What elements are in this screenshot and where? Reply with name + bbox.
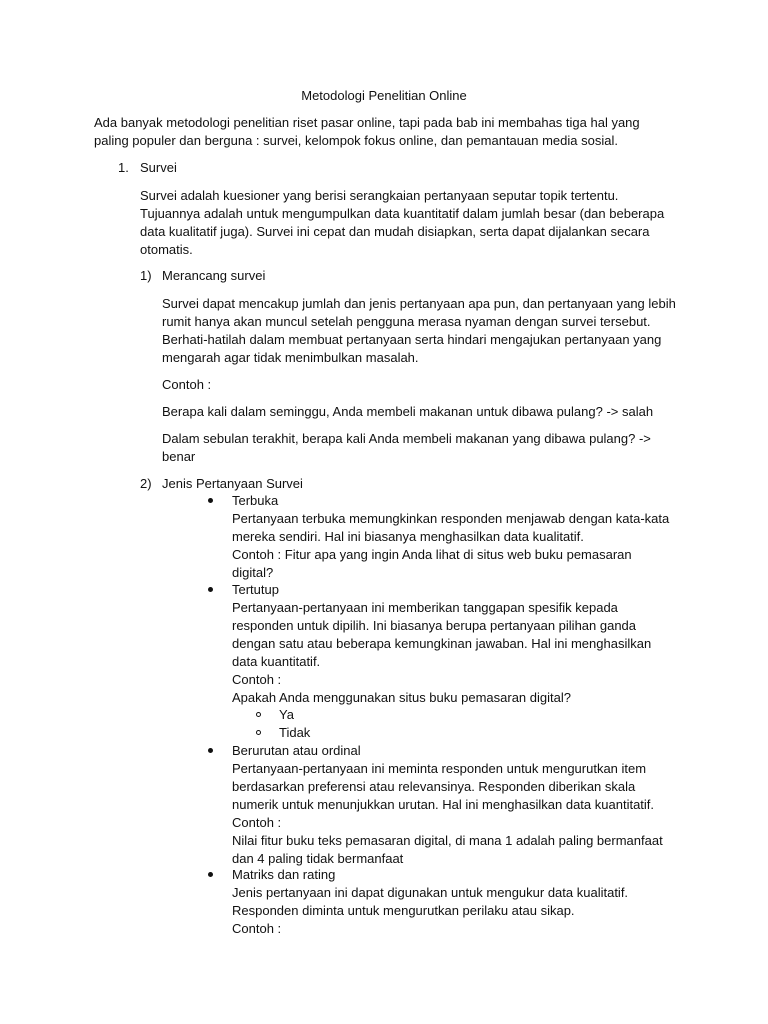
bullet-text-line: data kuantitatif. bbox=[232, 654, 321, 669]
bullet-text-line: Contoh : bbox=[232, 672, 282, 687]
bullet-heading: Tertutup bbox=[232, 582, 279, 597]
page-title: Metodologi Penelitian Online bbox=[301, 88, 467, 103]
bullet-text-line: Jenis pertanyaan ini dapat digunakan untuk mengukur data kualitatif. bbox=[232, 885, 629, 900]
subsection-number: 1) bbox=[140, 268, 152, 283]
bullet-text-line: dengan satu atau beberapa kemungkinan jawaban. Hal ini menghasilkan bbox=[232, 636, 652, 651]
paragraph-line: Survei dapat mencakup jumlah dan jenis pertanyaan apa pun, dan pertanyaan yang lebih bbox=[162, 296, 676, 311]
intro-line: paling populer dan berguna : survei, kelompok fokus online, dan pemantauan media sosial. bbox=[94, 133, 618, 148]
bullet-text-line: digital? bbox=[232, 565, 274, 580]
paragraph-line: Tujuannya adalah untuk mengumpulkan data kuantitatif dalam jumlah besar (dan beberapa bbox=[140, 206, 665, 221]
option-item: Ya bbox=[279, 707, 294, 722]
bullet-text-line: Contoh : Fitur apa yang ingin Anda lihat di situs web buku pemasaran bbox=[232, 547, 632, 562]
section-heading: Survei bbox=[140, 160, 177, 175]
subsection-number: 2) bbox=[140, 476, 152, 491]
bullet-text-line: responden untuk dipilih. Ini biasanya berupa pertanyaan pilihan ganda bbox=[232, 618, 637, 633]
bullet-heading: Matriks dan rating bbox=[232, 867, 336, 882]
example-line: benar bbox=[162, 449, 196, 464]
bullet-icon bbox=[208, 587, 213, 592]
bullet-text-line: Contoh : bbox=[232, 921, 282, 936]
example-line: Dalam sebulan terakhit, berapa kali Anda membeli makanan yang dibawa pulang? -> bbox=[162, 431, 651, 446]
bullet-text-line: Nilai fitur buku teks pemasaran digital, di mana 1 adalah paling bermanfaat bbox=[232, 833, 663, 848]
bullet-text-line: Apakah Anda menggunakan situs buku pemasaran digital? bbox=[232, 690, 571, 705]
bullet-icon bbox=[208, 498, 213, 503]
bullet-text-line: Pertanyaan-pertanyaan ini memberikan tanggapan spesifik kepada bbox=[232, 600, 618, 615]
bullet-heading: Berurutan atau ordinal bbox=[232, 743, 361, 758]
subsection-heading: Merancang survei bbox=[162, 268, 266, 283]
circle-bullet-icon bbox=[256, 712, 261, 717]
paragraph-line: data kualitatif juga). Survei ini cepat dan mudah disiapkan, serta dapat dijalankan secara bbox=[140, 224, 650, 239]
paragraph-line: mengarah agar tidak menimbulkan masalah. bbox=[162, 350, 419, 365]
bullet-icon bbox=[208, 748, 213, 753]
bullet-heading: Terbuka bbox=[232, 493, 279, 508]
intro-line: Ada banyak metodologi penelitian riset pasar online, tapi pada bab ini membahas tiga hal yang bbox=[94, 115, 640, 130]
option-item: Tidak bbox=[279, 725, 311, 740]
bullet-text-line: Responden diminta untuk mengurutkan perilaku atau sikap. bbox=[232, 903, 575, 918]
bullet-text-line: Contoh : bbox=[232, 815, 282, 830]
paragraph-line: Survei adalah kuesioner yang berisi serangkaian pertanyaan seputar topik tertentu. bbox=[140, 188, 619, 203]
paragraph-line: rumit hanya akan muncul setelah pengguna merasa nyaman dengan survei tersebut. bbox=[162, 314, 651, 329]
bullet-text-line: mereka sendiri. Hal ini biasanya menghasilkan data kualitatif. bbox=[232, 529, 584, 544]
circle-bullet-icon bbox=[256, 730, 261, 735]
example-label: Contoh : bbox=[162, 377, 212, 392]
bullet-text-line: Pertanyaan-pertanyaan ini meminta responden untuk mengurutkan item bbox=[232, 761, 647, 776]
subsection-heading: Jenis Pertanyaan Survei bbox=[162, 476, 303, 491]
bullet-text-line: numerik untuk menunjukkan urutan. Hal ini menghasilkan data kuantitatif. bbox=[232, 797, 655, 812]
paragraph-line: otomatis. bbox=[140, 242, 193, 257]
section-number: 1. bbox=[118, 160, 129, 175]
bullet-text-line: Pertanyaan terbuka memungkinkan responden menjawab dengan kata-kata bbox=[232, 511, 670, 526]
bullet-text-line: berdasarkan preferensi atau relevansinya. Responden diberikan skala bbox=[232, 779, 636, 794]
bullet-text-line: dan 4 paling tidak bermanfaat bbox=[232, 851, 404, 866]
example-line: Berapa kali dalam seminggu, Anda membeli makanan untuk dibawa pulang? -> salah bbox=[162, 404, 654, 419]
paragraph-line: Berhati-hatilah dalam membuat pertanyaan serta hindari mengajukan pertanyaan yang bbox=[162, 332, 662, 347]
bullet-icon bbox=[208, 872, 213, 877]
